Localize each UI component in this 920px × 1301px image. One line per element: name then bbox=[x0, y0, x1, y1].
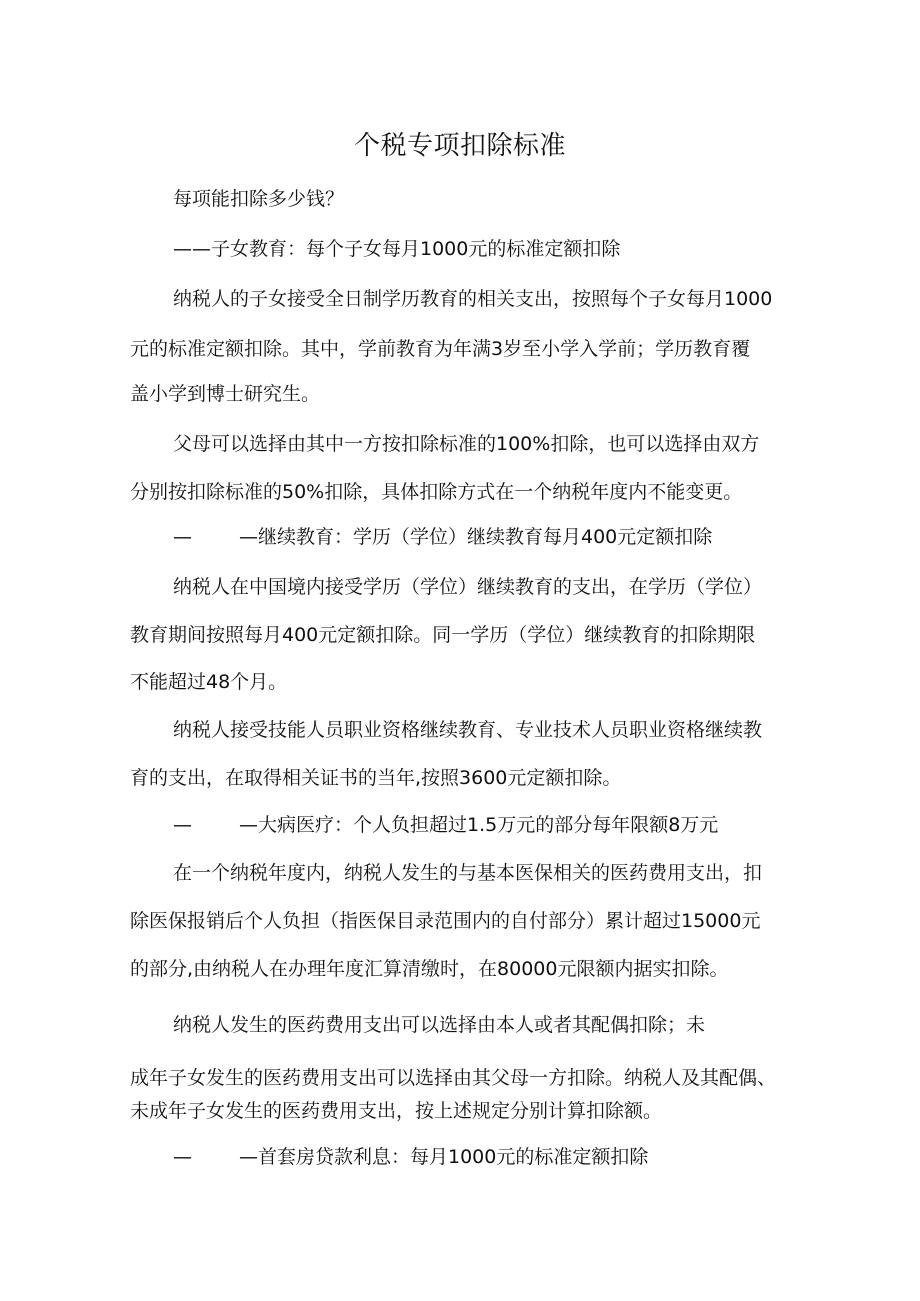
paragraph-line: 除医保报销后个人负担（指医保目录范围内的自付部分）累计超过15000元 bbox=[130, 910, 761, 932]
heading-text: —继续教育：学历（学位）继续教育每月400元定额扣除 bbox=[239, 526, 713, 548]
heading-dash: — bbox=[173, 526, 192, 548]
page-title: 个税专项扣除标准 bbox=[353, 131, 566, 161]
paragraph-line: 成年子女发生的医药费用支出可以选择由其父母一方扣除。纳税人及其配偶、 bbox=[130, 1067, 777, 1089]
paragraph-line: 教育期间按照每月400元定额扣除。同一学历（学位）继续教育的扣除期限 bbox=[130, 624, 756, 646]
paragraph-line: 育的支出，在取得相关证书的当年,按照3600元定额扣除。 bbox=[130, 767, 622, 789]
section-heading-housing-loan bbox=[173, 1144, 648, 1170]
paragraph-line: 纳税人的子女接受全日制学历教育的相关支出，按照每个子女每月1000 bbox=[173, 288, 773, 310]
heading-dash: — bbox=[173, 1146, 192, 1168]
question-text: 每项能扣除多少钱？ bbox=[173, 188, 345, 210]
heading-text: —首套房贷款利息：每月1000元的标准定额扣除 bbox=[239, 1146, 649, 1168]
section-heading-continuing-education bbox=[173, 524, 712, 550]
heading-text: —大病医疗：个人负担超过1.5万元的部分每年限额8万元 bbox=[239, 814, 719, 836]
paragraph-line: 盖小学到博士研究生。 bbox=[130, 383, 321, 405]
paragraph-line: 不能超过48个月。 bbox=[130, 671, 288, 693]
section-heading-serious-illness bbox=[173, 812, 718, 838]
heading-dash: — bbox=[173, 814, 192, 836]
paragraph-line: 元的标准定额扣除。其中，学前教育为年满3岁至小学入学前；学历教育覆 bbox=[130, 338, 751, 360]
paragraph-line: 未成年子女发生的医药费用支出，按上述规定分别计算扣除额。 bbox=[130, 1100, 663, 1122]
paragraph-line: 父母可以选择由其中一方按扣除标准的100%扣除，也可以选择由双方 bbox=[173, 433, 760, 455]
paragraph-line: 的部分,由纳税人在办理年度汇算清缴时，在80000元限额内据实扣除。 bbox=[130, 958, 729, 980]
paragraph-line: 纳税人接受技能人员职业资格继续教育、专业技术人员职业资格继续教 bbox=[173, 719, 763, 741]
paragraph-line: 在一个纳税年度内，纳税人发生的与基本医保相关的医药费用支出，扣 bbox=[173, 862, 763, 884]
section-heading-children-education: ——子女教育：每个子女每月1000元的标准定额扣除 bbox=[173, 238, 621, 260]
paragraph-line: 分别按扣除标准的50%扣除，具体扣除方式在一个纳税年度内不能变更。 bbox=[130, 481, 743, 503]
paragraph-line: 纳税人在中国境内接受学历（学位）继续教育的支出，在学历（学位） bbox=[173, 576, 763, 598]
paragraph-line: 纳税人发生的医药费用支出可以选择由本人或者其配偶扣除；未 bbox=[173, 1014, 706, 1036]
